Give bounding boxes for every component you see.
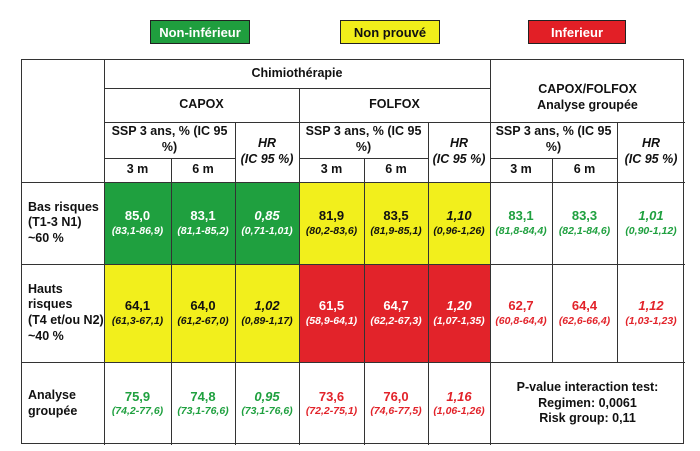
cell-value: 0,85 <box>254 208 280 224</box>
grid-line <box>22 362 685 363</box>
cell-ci: (81,1-85,2) <box>177 224 229 237</box>
cell-pooled-folfox-3m <box>299 362 364 445</box>
cell-ci: (73,1-76,6) <box>241 405 293 418</box>
header-capox-3m: 3 m <box>126 162 149 177</box>
cell-low-pooled-6m <box>552 182 617 264</box>
row-label-line: (T4 et/ou N2) <box>28 313 104 327</box>
header-folfox-6m: 6 m <box>385 162 407 177</box>
header-pooled-ssp: SSP 3 ans, % (IC 95 %) <box>495 124 612 154</box>
grid-line <box>22 182 685 183</box>
cell-ci: (83,1-86,9) <box>111 224 164 237</box>
grid-line <box>552 158 553 362</box>
row-label-line: Analyse <box>28 387 76 402</box>
results-table <box>21 59 684 444</box>
header-chemotherapy: Chimiothérapie <box>251 66 343 81</box>
cell-ci: (81,8-84,4) <box>495 224 547 237</box>
header-capox-hr <box>235 122 299 182</box>
cell-value: 64,4 <box>571 298 598 314</box>
cell-pooled-folfox-6m <box>364 362 428 445</box>
cell-ci: (1,07-1,35) <box>433 314 485 327</box>
grid-line <box>104 60 105 445</box>
row-label-line: Hauts risques <box>28 281 73 312</box>
cell-pooled-capox-hr <box>235 362 299 445</box>
header-folfox-hr-label: HR <box>449 136 469 151</box>
cell-value: 61,5 <box>318 298 345 314</box>
cell-ci: (60,8-64,4) <box>495 314 547 327</box>
grid-line <box>104 88 490 89</box>
cell-value: 74,8 <box>190 388 216 404</box>
header-capox-hr-ci: (IC 95 %) <box>240 152 294 166</box>
cell-value: 76,0 <box>383 388 409 404</box>
cell-value: 1,16 <box>446 388 472 404</box>
legend-not-proven: Non prouvé <box>340 20 440 44</box>
row-label-line: Bas risques <box>28 199 99 214</box>
cell-ci: (62,6-66,4) <box>558 314 611 327</box>
row-label-line: ~40 % <box>28 328 64 343</box>
cell-ci: (1,06-1,26) <box>433 405 485 418</box>
header-pooled-hr-label: HR <box>641 136 661 151</box>
cell-ci: (82,1-84,6) <box>558 224 611 237</box>
header-pooled-3m: 3 m <box>510 162 532 177</box>
cell-ci: (73,1-76,6) <box>177 405 229 418</box>
row-label-pooled <box>22 362 104 445</box>
cell-high-capox-6m <box>171 264 235 362</box>
cell-high-capox-hr <box>235 264 299 362</box>
cell-ci: (62,2-67,3) <box>370 314 422 327</box>
cell-pooled-capox-6m <box>171 362 235 445</box>
header-pooled-hr-ci: (IC 95 %) <box>624 152 678 166</box>
grid-line <box>428 122 429 445</box>
pvalue-risk-group: Risk group: 0,11 <box>539 411 636 426</box>
header-folfox: FOLFOX <box>369 97 420 112</box>
cell-ci: (0,96-1,26) <box>433 224 485 237</box>
header-pooled-line2: Analyse groupée <box>537 98 638 112</box>
header-folfox-3m: 3 m <box>320 162 343 177</box>
cell-ci: (74,6-77,5) <box>370 405 422 418</box>
cell-value: 64,1 <box>124 298 151 314</box>
cell-ci: (61,2-67,0) <box>177 314 229 327</box>
cell-value: 81,9 <box>318 208 345 224</box>
cell-low-folfox-3m <box>299 182 364 264</box>
row-label-line: ~60 % <box>28 230 64 245</box>
header-capox-6m: 6 m <box>192 162 214 177</box>
cell-value: 1,20 <box>446 298 472 314</box>
header-capox: CAPOX <box>179 97 224 112</box>
row-label-line: (T1-3 N1) <box>28 215 82 230</box>
header-pooled-line1: CAPOX/FOLFOX <box>538 82 637 97</box>
grid-line <box>22 264 685 265</box>
header-pooled-hr <box>617 122 685 182</box>
grid-line <box>299 88 300 445</box>
cell-value: 85,0 <box>124 208 151 224</box>
cell-pooled-folfox-hr <box>428 362 490 445</box>
row-label-line: groupée <box>28 403 78 418</box>
header-folfox-hr-ci: (IC 95 %) <box>432 152 486 166</box>
cell-value: 64,0 <box>190 298 216 314</box>
header-folfox-hr <box>428 122 490 182</box>
cell-value: 73,6 <box>318 388 345 404</box>
cell-low-capox-6m <box>171 182 235 264</box>
cell-low-folfox-hr <box>428 182 490 264</box>
cell-low-folfox-6m <box>364 182 428 264</box>
cell-ci: (74,2-77,6) <box>111 405 164 418</box>
grid-line <box>490 158 617 159</box>
cell-ci: (81,9-85,1) <box>370 224 422 237</box>
cell-high-capox-3m <box>104 264 171 362</box>
cell-high-folfox-hr <box>428 264 490 362</box>
cell-ci: (0,71-1,01) <box>241 224 293 237</box>
cell-low-pooled-hr <box>617 182 685 264</box>
grid-line <box>490 60 491 445</box>
cell-high-folfox-6m <box>364 264 428 362</box>
cell-ci: (1,03-1,23) <box>625 314 677 327</box>
cell-ci: (80,2-83,6) <box>305 224 358 237</box>
cell-value: 62,7 <box>508 298 534 314</box>
header-pooled <box>490 72 685 124</box>
cell-value: 1,01 <box>638 208 664 224</box>
cell-value: 64,7 <box>383 298 409 314</box>
grid-line <box>171 158 172 445</box>
cell-high-folfox-3m <box>299 264 364 362</box>
grid-line <box>235 122 236 445</box>
cell-ci: (0,90-1,12) <box>625 224 677 237</box>
cell-value: 83,5 <box>383 208 409 224</box>
header-capox-ssp: SSP 3 ans, % (IC 95 %) <box>111 124 228 154</box>
pvalue-interaction-test <box>490 362 685 445</box>
cell-ci: (61,3-67,1) <box>111 314 164 327</box>
cell-value: 1,12 <box>638 298 664 314</box>
cell-low-capox-3m <box>104 182 171 264</box>
cell-ci: (58,9-64,1) <box>305 314 358 327</box>
cell-high-pooled-3m <box>490 264 552 362</box>
grid-line <box>104 158 235 159</box>
cell-value: 1,02 <box>254 298 280 314</box>
cell-value: 83,1 <box>508 208 534 224</box>
legend-inferior: Inferieur <box>528 20 626 44</box>
legend-non-inferior: Non-inférieur <box>150 20 250 44</box>
cell-ci: (0,89-1,17) <box>241 314 293 327</box>
cell-value: 83,1 <box>190 208 216 224</box>
grid-line <box>104 122 685 123</box>
row-label-low-risk <box>22 182 104 264</box>
grid-line <box>364 158 365 445</box>
cell-ci: (72,2-75,1) <box>305 405 358 418</box>
cell-low-pooled-3m <box>490 182 552 264</box>
header-folfox-ssp: SSP 3 ans, % (IC 95 %) <box>305 124 422 154</box>
row-label-high-risk <box>22 264 104 362</box>
grid-line <box>617 122 618 362</box>
header-pooled-6m: 6 m <box>573 162 596 177</box>
cell-value: 75,9 <box>124 388 151 404</box>
cell-value: 0,95 <box>254 388 280 404</box>
cell-high-pooled-6m <box>552 264 617 362</box>
pvalue-regimen: Regimen: 0,0061 <box>538 395 637 410</box>
pvalue-title: P-value interaction test: <box>516 380 659 395</box>
cell-value: 1,10 <box>446 208 472 224</box>
cell-high-pooled-hr <box>617 264 685 362</box>
cell-value: 83,3 <box>571 208 598 224</box>
cell-pooled-capox-3m <box>104 362 171 445</box>
header-capox-hr-label: HR <box>257 136 277 151</box>
cell-low-capox-hr <box>235 182 299 264</box>
